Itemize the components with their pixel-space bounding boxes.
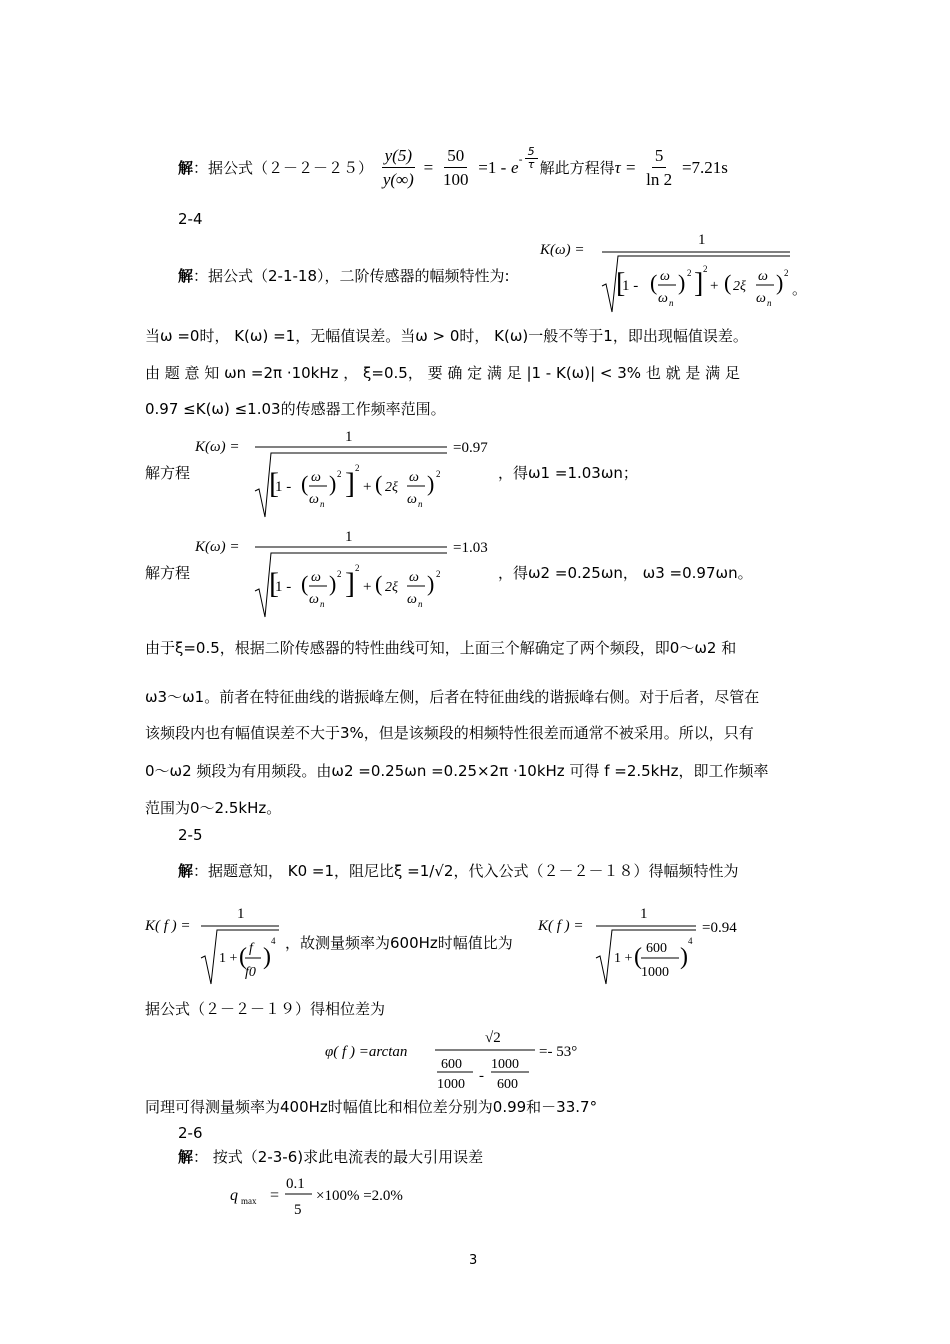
s24-para4: 0～ω2 频段为有用频段。由ω2 =0.25ωn =0.25×2π ·10kHz 可得 f =2.5kHz，即工作频率 — [145, 762, 769, 780]
svg-text:): ) — [263, 944, 271, 970]
svg-text:×100% =2.0%: ×100% =2.0% — [316, 1188, 403, 1204]
svg-text:(: ( — [239, 944, 247, 970]
svg-text:): ) — [680, 944, 688, 970]
svg-text:=- 53°: =- 53° — [539, 1044, 578, 1060]
svg-text:=0.94: =0.94 — [702, 920, 737, 936]
svg-text:1: 1 — [345, 529, 353, 545]
svg-text:[: [ — [269, 467, 279, 500]
solution-label: 解 — [178, 862, 194, 880]
svg-text:0.1: 0.1 — [286, 1176, 305, 1192]
svg-text:1000: 1000 — [437, 1077, 465, 1092]
p22-text2: 解此方程得 — [539, 159, 615, 177]
svg-text:1 -: 1 - — [622, 278, 639, 294]
svg-text:600: 600 — [646, 941, 667, 956]
solve-label-1: 解方程 — [145, 464, 191, 482]
s24-para2: ω3～ω1。前者在特征曲线的谐振峰左侧，后者在特征曲线的谐振峰右侧。对于后者，尽管在 — [145, 688, 760, 706]
s25-intro: 解：据题意知， K0 =1，阻尼比ξ =1/√2，代入公式（２－２－１８）得幅频特性为 — [178, 862, 739, 880]
svg-text:=1.03: =1.03 — [453, 540, 488, 556]
svg-text:2: 2 — [355, 563, 360, 573]
svg-text:2: 2 — [436, 569, 441, 579]
svg-text:ω: ω — [660, 269, 670, 284]
svg-text:。: 。 — [792, 282, 808, 298]
s25-mid-text: ，故测量频率为600Hz时幅值比为 — [285, 934, 513, 952]
p22-frac1: $\frac{y(5)}{y(\infty)}$ — [382, 146, 414, 189]
svg-text:2: 2 — [784, 268, 789, 278]
svg-text:K(ω) =: K(ω) = — [540, 242, 585, 258]
svg-text:1 -: 1 - — [275, 579, 292, 595]
solution-label: 解 — [178, 159, 194, 177]
page-number: 3 — [469, 1253, 478, 1268]
p22-text1: ：据公式（２－２－２５） — [193, 159, 374, 177]
svg-text:2: 2 — [337, 469, 342, 479]
svg-text:n: n — [320, 599, 325, 609]
svg-text:): ) — [776, 270, 784, 295]
svg-text:(: ( — [301, 471, 309, 496]
svg-text:2: 2 — [436, 469, 441, 479]
svg-text:n: n — [418, 599, 423, 609]
solution-label: 解 — [178, 267, 194, 285]
svg-text:4: 4 — [271, 936, 276, 946]
svg-text:600: 600 — [441, 1057, 462, 1072]
svg-text:(: ( — [375, 571, 383, 596]
s24-para3: 该频段内也有幅值误差不大于3%，但是该频段的相频特性很差而通常不被采用。所以，只有 — [145, 724, 754, 742]
svg-text:1 -: 1 - — [275, 479, 292, 495]
svg-text:ω: ω — [409, 570, 419, 585]
svg-text:1: 1 — [345, 429, 353, 445]
solve-label-2: 解方程 — [145, 564, 191, 582]
svg-text:(: ( — [301, 571, 309, 596]
svg-text:ω: ω — [407, 492, 417, 507]
formula-k-omega — [540, 228, 810, 316]
svg-text:2: 2 — [355, 463, 360, 473]
svg-text:ω: ω — [756, 291, 766, 306]
svg-text:4: 4 — [688, 936, 693, 946]
svg-text:ω: ω — [309, 592, 319, 607]
svg-text:ω: ω — [407, 592, 417, 607]
formula-phase — [325, 1022, 605, 1094]
svg-text:(: ( — [634, 944, 642, 970]
svg-text:1: 1 — [640, 906, 648, 922]
s24-line1: 当ω =0时， K(ω) =1，无幅值误差。当ω > 0时， K(ω)一般不等于1，即出现幅值误差。 — [145, 327, 748, 345]
eq1-result: ，得ω1 =1.03ωn； — [498, 464, 638, 482]
svg-text:ω: ω — [409, 470, 419, 485]
svg-text:n: n — [320, 499, 325, 509]
eq2-result: ，得ω2 =0.25ωn， ω3 =0.97ωn。 — [498, 564, 753, 582]
svg-text:1000: 1000 — [641, 965, 669, 980]
svg-text:2: 2 — [703, 264, 708, 274]
formula-q-max — [230, 1168, 450, 1224]
svg-text:2ξ: 2ξ — [385, 480, 398, 495]
svg-text:max: max — [241, 1196, 257, 1206]
svg-text:+: + — [363, 579, 372, 595]
svg-text:ω: ω — [309, 492, 319, 507]
svg-text:φ( f ) =arctan: φ( f ) =arctan — [325, 1044, 408, 1060]
svg-text:n: n — [669, 298, 674, 308]
heading-2-6: 2-6 — [178, 1124, 203, 1142]
s24-para1: 由于ξ=0.5，根据二阶传感器的特性曲线可知，上面三个解确定了两个频段，即0～ω2 和 — [145, 639, 737, 657]
formula-k-f — [145, 900, 285, 985]
svg-text:): ) — [427, 471, 435, 496]
svg-text:(: ( — [375, 471, 383, 496]
svg-text:√2: √2 — [485, 1030, 501, 1046]
svg-text:]: ] — [345, 567, 355, 600]
svg-text:ω: ω — [311, 570, 321, 585]
svg-text:+: + — [710, 278, 719, 294]
s24-para5: 范围为0～2.5kHz。 — [145, 799, 282, 817]
svg-text:n: n — [767, 298, 772, 308]
svg-text:(: ( — [724, 270, 732, 295]
heading-2-4: 2-4 — [178, 210, 203, 228]
s25-phase-intro: 据公式（２－２－１９）得相位差为 — [145, 1000, 386, 1018]
svg-text:ω: ω — [658, 291, 668, 306]
svg-text:2: 2 — [687, 268, 692, 278]
p22-frac2: $\frac{50}{100}$ — [442, 146, 469, 189]
svg-text:ω: ω — [758, 269, 768, 284]
p22-frac3: $\frac{5}{\ln 2}$ — [646, 146, 673, 189]
svg-text:+: + — [363, 479, 372, 495]
s24-intro: 解：据公式（2-1-18），二阶传感器的幅频特性为: — [178, 267, 510, 285]
svg-text:1: 1 — [698, 232, 706, 248]
svg-text:ω: ω — [311, 470, 321, 485]
svg-text:1000: 1000 — [491, 1057, 519, 1072]
svg-text:2ξ: 2ξ — [733, 279, 746, 294]
svg-text:=: = — [270, 1187, 280, 1204]
svg-text:f: f — [249, 941, 253, 956]
formula-k-600 — [538, 900, 758, 985]
svg-text:[: [ — [269, 567, 279, 600]
heading-2-5: 2-5 — [178, 826, 203, 844]
svg-text:): ) — [678, 270, 686, 295]
svg-text:(: ( — [650, 270, 658, 295]
svg-text:): ) — [329, 571, 337, 596]
svg-text:): ) — [329, 471, 337, 496]
svg-text:K( f ) =: K( f ) = — [145, 918, 191, 934]
svg-text:=0.97: =0.97 — [453, 440, 488, 456]
svg-text:600: 600 — [497, 1077, 518, 1092]
svg-text:]: ] — [345, 467, 355, 500]
svg-text:K(ω) =: K(ω) = — [195, 439, 240, 455]
svg-text:[: [ — [616, 268, 626, 299]
svg-text:2ξ: 2ξ — [385, 580, 398, 595]
svg-text:1: 1 — [237, 906, 245, 922]
s25-same: 同理可得测量频率为400Hz时幅值比和相位差分别为0.99和－33.7° — [145, 1098, 598, 1116]
svg-text:f0: f0 — [245, 965, 256, 980]
svg-text:1 +: 1 + — [219, 951, 238, 966]
svg-text:2: 2 — [337, 569, 342, 579]
svg-text:K( f ) =: K( f ) = — [538, 918, 584, 934]
svg-text:-: - — [479, 1068, 484, 1084]
s24-line3: 0.97 ≤K(ω) ≤1.03的传感器工作频率范围。 — [145, 400, 446, 418]
svg-text:]: ] — [694, 268, 704, 299]
svg-text:1 +: 1 + — [614, 951, 633, 966]
p22-line: 解：据公式（２－２－２５） $\frac{y(5)}{y(\infty)}$ = $\frac{50}{100}$ =1 - e- $\frac{5}{\tau}$ 解此方程得τ = $\frac{5}{\ln 2}$ =7.21s — [178, 145, 728, 192]
svg-text:K(ω) =: K(ω) = — [195, 539, 240, 555]
svg-text:n: n — [418, 499, 423, 509]
s24-line2: 由 题 意 知 ωn =2π ·10kHz ， ξ=0.5， 要 确 定 满 足 |1 - K(ω)| < 3% 也 就 是 满 足 — [145, 364, 740, 382]
s26-intro: 解： 按式（2-3-6)求此电流表的最大引用误差 — [178, 1148, 484, 1166]
svg-text:q: q — [230, 1187, 238, 1204]
svg-text:5: 5 — [294, 1202, 302, 1218]
svg-text:): ) — [427, 571, 435, 596]
solution-label: 解 — [178, 1148, 194, 1166]
